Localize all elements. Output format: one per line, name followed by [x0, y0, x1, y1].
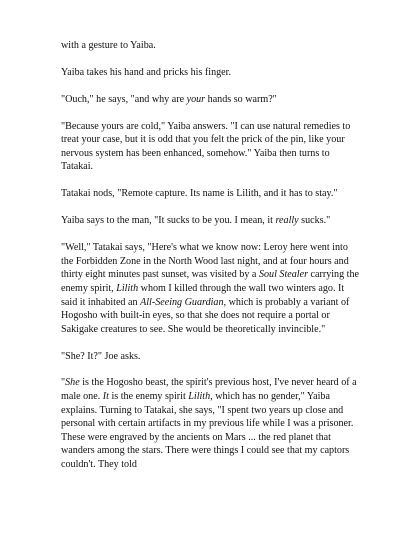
- paragraph: [61, 39, 361, 53]
- paragraph: [61, 120, 361, 174]
- paragraph: [61, 93, 361, 107]
- text-run: "Ouch," he says, "and why are: [61, 93, 187, 105]
- paragraph: [61, 350, 361, 364]
- text-run: Yaiba says to the man, "It sucks to be you. I mean, it: [61, 215, 276, 227]
- text-run: carrying the enemy spirit,: [61, 269, 360, 294]
- paragraph: [61, 66, 361, 80]
- italic-text: She: [65, 377, 80, 389]
- paragraph: [61, 376, 361, 471]
- text-run: "Well," Tatakai says, "Here's what we know now: Leroy here went into the Forbidden Zone in the North Wood last night, and at four hours and thirty eight minutes past sunset, was visited by a: [61, 242, 349, 281]
- text-run: "Because yours are cold," Yaiba answers. "I can use natural remedies to treat your case, but it is odd that you felt the prick of the pin, like your nervous system has been enhanced, somehow." Yaiba then turns to Tatakai.: [61, 120, 351, 173]
- text-run: is the Hogosho beast, the spirit's previous host, I've never heard of a male one.: [61, 377, 357, 403]
- italic-text: Soul Stealer: [258, 269, 308, 281]
- paragraph: [61, 241, 361, 336]
- document-body: [61, 39, 361, 485]
- text-run: ": [61, 377, 66, 389]
- italic-text: It: [102, 391, 109, 403]
- italic-text: Lilith: [188, 391, 211, 403]
- text-run: "She? It?" Joe asks.: [61, 350, 141, 362]
- text-run: whom I killed through the wall two winters ago. It said it inhabited an: [61, 282, 345, 308]
- text-run: is the enemy spirit: [108, 391, 189, 403]
- text-run: with a gesture to Yaiba.: [61, 40, 156, 51]
- text-run: , which is probably a variant of Hogosho with built-in eyes, so that she does not require a portal or Sakigake creatures to see. She would be theoretically invincible.": [61, 296, 350, 335]
- text-run: Yaiba takes his hand and pricks his finger.: [61, 66, 231, 78]
- text-run: , which has no gender," Yaiba explains. Turning to Tatakai, she says, "I spent two years up close and personal with certain artifacts in my previous life while I was a prisoner. These were engraved by the ancients on Mars ... the red planet that wanders among the stars. There were things I could see that my captors couldn't. They told: [61, 391, 354, 471]
- italic-text: All-Seeing Guardian: [140, 296, 224, 308]
- italic-text: really: [275, 215, 299, 227]
- text-run: Tatakai nods, "Remote capture. Its name is Lilith, and it has to stay.": [61, 188, 338, 200]
- text-run: hands so warm?": [205, 93, 277, 105]
- italic-text: your: [186, 93, 206, 105]
- italic-text: Lilith: [116, 282, 139, 294]
- text-run: sucks.": [298, 215, 331, 227]
- paragraph: [61, 214, 361, 228]
- paragraph: [61, 187, 361, 201]
